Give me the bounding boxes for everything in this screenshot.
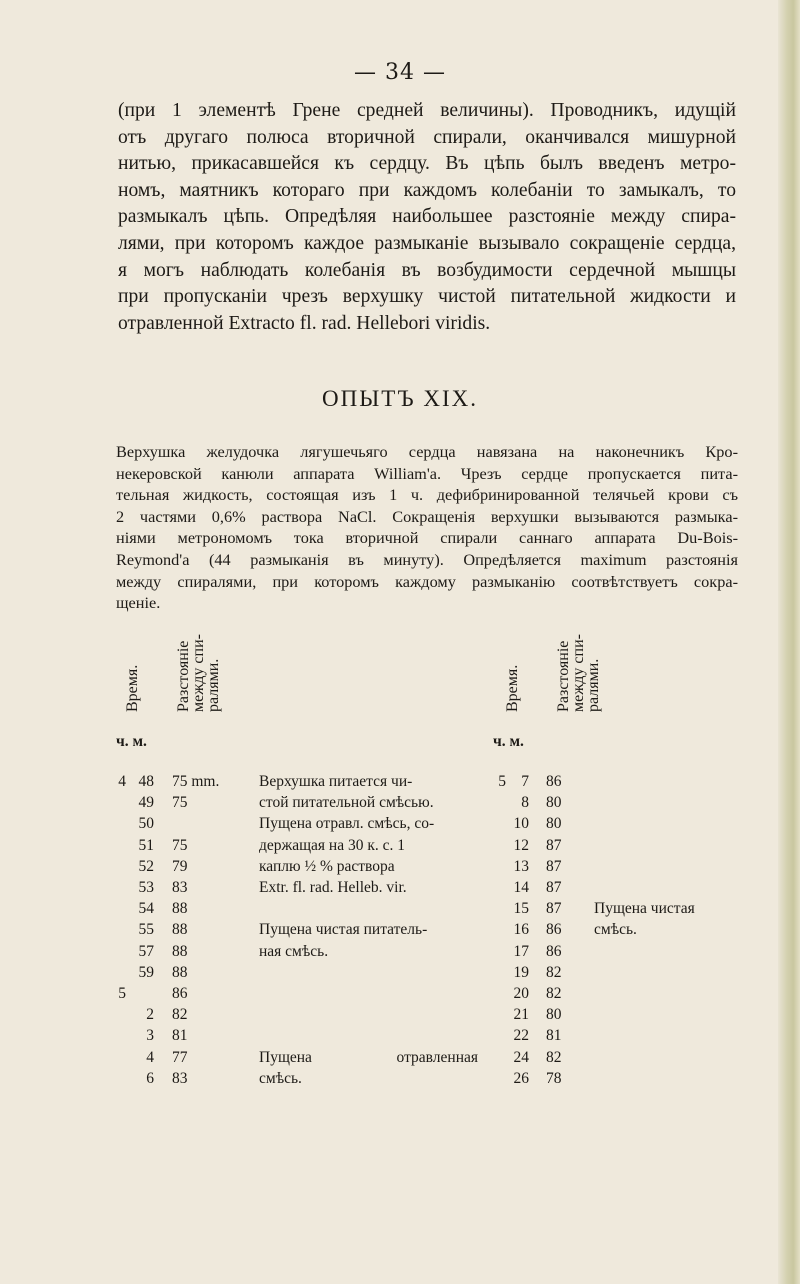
table-note: Пущена отравл. смѣсь, со- [259,815,435,833]
table-cell-minute: 4 [146,1048,154,1066]
table-cell-distance: 86 [546,773,562,790]
table-note: Верхушка питается чи- [259,773,413,790]
paragraph-line: при пропусканіи чрезъ верхушку чистой питательной жидкости и [118,286,736,308]
table-cell-distance: 82 [172,1006,188,1024]
time-units: ч. м. [116,733,147,750]
table-note: стой питательной смѣсью. [259,794,434,812]
paragraph-line: отъ другаго полюса вторичной спирали, оканчивался мишурной [118,126,736,148]
table-cell-hour: 5 [498,773,506,790]
table-cell-distance: 87 [546,857,562,875]
table-note: держащая на 30 к. с. 1 [259,836,406,854]
paragraph-line: номъ, маятникъ котораго при каждомъ колебаніи то замыкалъ, то [118,179,736,201]
table-cell-distance: 75 [172,794,188,812]
description-line: щеніе. [116,593,161,613]
paragraph-line: лями, при которомъ каждое размыканіе вызывало сокращеніе сердца, [118,232,736,254]
table-cell-minute: 8 [521,794,529,812]
table-cell-minute: 55 [138,921,154,939]
table-cell-minute: 20 [513,985,529,1002]
table-cell-minute: 54 [138,900,154,918]
paragraph-line: нитью, прикасавшейся къ сердцу. Въ цѣпь былъ введенъ метро- [118,153,736,175]
description-line: некеровской канюли аппарата William'a. Чрезъ сердце пропускается пита- [116,463,738,483]
description-line: 2 частями 0,6% раствора NaCl. Сокращенія верхушки вызываются размыка- [116,506,738,526]
paragraph-line: я могъ наблюдать колебанія въ возбудимости сердечной мышцы [118,259,736,281]
table-cell-minute: 21 [513,1006,529,1024]
page-edge [778,0,800,1284]
table-cell-distance: 87 [546,836,562,854]
table-cell-hour: 4 [118,773,126,790]
experiment-title: ОПЫТЪ XIX. [322,386,478,411]
table-cell-distance: 81 [546,1027,562,1045]
table-cell-distance: 77 [172,1048,188,1066]
table-cell-distance: 80 [546,815,562,833]
table-cell-distance: 80 [546,1006,562,1024]
table-cell-distance: 87 [546,900,562,918]
table-cell-minute: 50 [138,815,154,833]
body-paragraph [118,98,736,337]
table-cell-distance: 83 [172,1069,188,1087]
table-cell-minute: 24 [513,1048,529,1066]
table-cell-distance: 87 [546,879,562,896]
paragraph-line: (при 1 элементѣ Грене средней величины). Проводникъ, идущій [118,100,736,121]
table-cell-distance: 88 [172,963,188,981]
table-cell-minute: 22 [513,1027,529,1045]
table-cell-minute: 12 [513,836,529,854]
table-cell-minute: 2 [146,1006,154,1024]
table-cell-minute: 6 [146,1069,154,1087]
table-cell-distance: 82 [546,1048,562,1066]
table-cell-distance: 75 [172,836,188,854]
table-cell-distance: 82 [546,985,562,1002]
experiment-description [116,441,738,614]
table-cell-minute: 19 [513,963,529,981]
description-line: между спиралями, при которомъ каждому размыканію соотвѣтствуетъ сокра- [116,571,738,591]
table-cell-minute: 52 [138,857,154,875]
table-cell-distance: 78 [546,1069,562,1087]
description-line: ніями метрономомъ тока вторичной спирали саннаго аппарата Du-Bois- [116,528,738,548]
paragraph-line: размыкалъ цѣпь. Опредѣляя наибольшее разстояніе между спира- [118,206,736,228]
table-note: ная смѣсь. [259,942,329,960]
table-note: смѣсь. [259,1069,302,1087]
table-cell-distance: 88 [172,921,188,939]
table-cell-distance: 86 [172,985,188,1002]
table-cell-distance: 88 [172,942,188,960]
table-cell-minute: 26 [513,1069,529,1087]
table-note-right: Пущена чистая [594,900,695,918]
table-cell-minute: 15 [513,900,529,918]
column-header-distance: Разстояніе [555,640,572,712]
column-header-distance: ралями. [205,658,222,712]
table-cell-minute: 53 [138,879,154,896]
table-cell-distance: 82 [546,963,562,981]
table-cell-minute: 49 [138,794,154,812]
table-cell-minute: 51 [138,836,154,854]
description-line: тельная жидкость, состоящая изъ 1 ч. дефибринированной телячьей крови съ [116,485,738,505]
table-note: каплю ½ % раствора [259,857,395,875]
table-cell-minute: 59 [138,963,154,981]
table-cell-distance: 80 [546,794,562,812]
description-line: Верхушка желудочка лягушечьяго сердца навязана на наконечникъ Кро- [116,442,738,461]
table-cell-distance: 81 [172,1027,188,1045]
table-cell-distance: 86 [546,921,562,939]
column-header-distance: между спи- [570,634,587,712]
table-cell-distance: 75 mm. [172,773,220,790]
time-units: ч. м. [493,733,524,750]
table-cell-minute: 14 [513,879,529,896]
table-cell-distance: 83 [172,879,188,896]
table-cell-minute: 48 [138,773,154,790]
table-cell-minute: 57 [138,942,154,960]
table-note: Пущена отравленная [259,1048,478,1066]
table-cell-minute: 3 [146,1027,154,1045]
description-line: Reymond'a (44 размыканія въ минуту). Опредѣляется maximum разстоянія [116,549,738,569]
table-note-right: смѣсь. [594,921,637,939]
table-note: Extr. fl. rad. Helleb. vir. [259,879,407,896]
table-cell-hour: 5 [118,985,126,1002]
column-header-distance: ралями. [585,658,602,712]
column-header-time: Время. [124,664,141,712]
table-cell-minute: 10 [513,815,529,833]
table-cell-distance: 88 [172,900,188,918]
table-cell-distance: 79 [172,857,188,875]
table-note: Пущена чистая питатель- [259,921,428,939]
column-header-distance: Разстояніе [175,640,192,712]
table-cell-minute: 7 [521,773,529,790]
table-cell-distance: 86 [546,942,562,960]
table-cell-minute: 13 [513,857,529,875]
column-header-distance: между спи- [190,634,207,712]
paragraph-line: отравленной Extracto fl. rad. Hellebori viridis. [118,312,491,334]
table-cell-minute: 16 [513,921,529,939]
page-number: — 34 — [354,60,446,85]
table-cell-minute: 17 [513,942,529,960]
column-header-time: Время. [504,664,521,712]
